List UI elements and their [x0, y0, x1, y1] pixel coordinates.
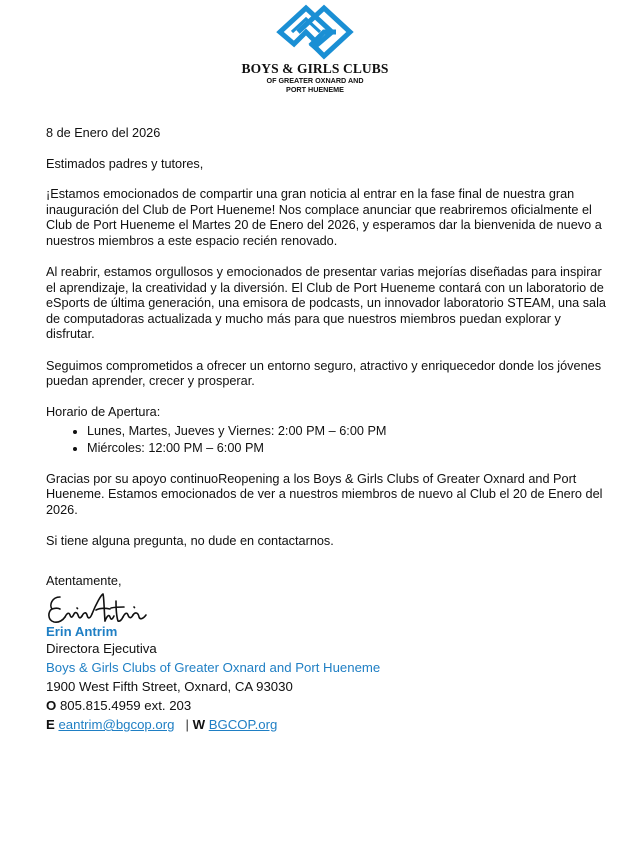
signature-block — [46, 573, 606, 734]
paragraph-improvements: Al reabrir, estamos orgullosos y emocionados de presentar varias mejorías diseñadas para inspirar el aprendizaje, la creatividad y la diversión. El Club de Port Hueneme contará con un laboratorio de eSports de última generación, una emisora de podcasts, un innovador laboratorio STEAM, una sala de computadoras actualizada y mucho más para que nuestros miembros puedan explorar y disfrutar. — [46, 265, 606, 342]
letter-date: 8 de Enero del 2026 — [46, 126, 161, 140]
hours-item: • Lunes, Martes, Jueves y Viernes: 2:00 PM – 6:00 PM — [87, 423, 606, 440]
closing: Atentamente, — [46, 574, 122, 588]
email-link[interactable]: eantrim@bgcop.org — [58, 717, 175, 732]
signer-organization: Boys & Girls Clubs of Greater Oxnard and Port Hueneme — [46, 660, 381, 675]
letterhead — [0, 4, 630, 94]
signer-address: 1900 West Fifth Street, Oxnard, CA 93030 — [46, 679, 293, 694]
email-web-line — [46, 715, 606, 734]
hours-item: • Miércoles: 12:00 PM – 6:00 PM — [87, 440, 606, 457]
signer-name: Erin Antrim — [46, 624, 118, 639]
paragraph-commitment: Seguimos comprometidos a ofrecer un entorno seguro, atractivo y enriquecedor donde los jóvenes puedan aprender, crecer y prosperar. — [46, 358, 602, 389]
web-prefix: W — [192, 717, 206, 732]
paragraph-announcement: ¡Estamos emocionados de compartir una gran noticia al entrar en la fase final de nuestra gran inauguración del Club de Port Hueneme! Nos complace anunciar que reabriremos oficialmente el Club de Port Hueneme el Martes 20 de Enero del 2026, y esperamos dar la bienvenida de nuevo a nuestros miembros a este espacio recién renovado. — [46, 187, 602, 248]
paragraph-thanks: Gracias por su apoyo continuoReopening a los Boys & Girls Clubs of Greater Oxnard and Port Hueneme. Estamos emocionados de ver a nuestros miembros de nuevo al Club el 20 de Enero del 2026. — [46, 471, 603, 517]
contact-separator: | — [185, 717, 189, 732]
org-sub-line2: PORT HUENEME — [286, 85, 344, 94]
phone-prefix: O — [46, 698, 57, 713]
hours-list — [46, 423, 606, 457]
paragraph-questions: Si tiene alguna pregunta, no dude en contactarnos. — [46, 534, 334, 549]
boys-girls-clubs-logo-icon — [270, 4, 360, 60]
letter-body — [46, 126, 606, 565]
org-name: BOYS & GIRLS CLUBS — [241, 61, 389, 76]
signer-title: Directora Ejecutiva — [46, 641, 157, 656]
hours-title: Horario de Apertura: — [46, 405, 161, 420]
phone-number[interactable]: 805.815.4959 ext. 203 — [59, 698, 192, 713]
email-prefix: E — [46, 717, 55, 732]
phone-line — [46, 696, 606, 715]
handwritten-signature — [46, 591, 156, 627]
org-sub-line1: OF GREATER OXNARD AND — [266, 76, 364, 85]
website-link[interactable]: BGCOP.org — [208, 717, 278, 732]
letter-greeting: Estimados padres y tutores, — [46, 156, 204, 171]
